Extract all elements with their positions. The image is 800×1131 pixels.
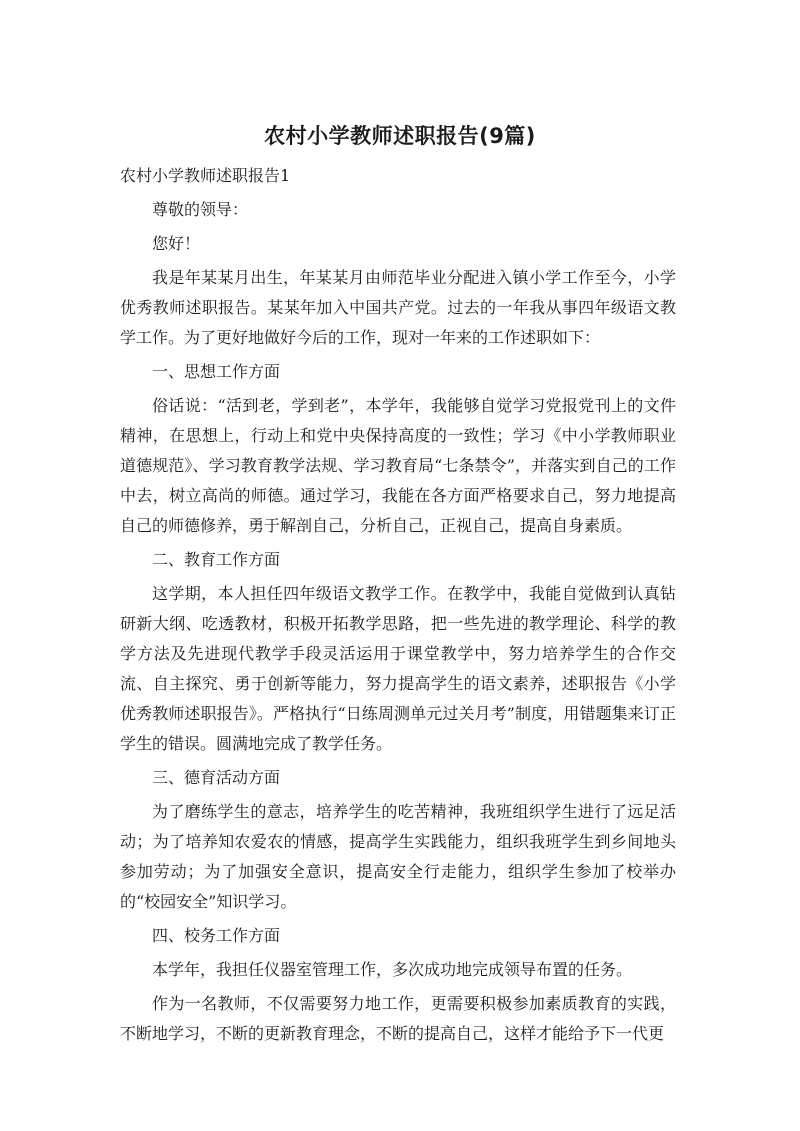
salutation: 尊敬的领导： <box>152 200 249 219</box>
section-heading: 农村小学教师述职报告1 <box>120 166 291 185</box>
document-title: 农村小学教师述职报告(9篇) <box>264 124 536 148</box>
intro-paragraph: 我是年某某月出生，年某某月由师范毕业分配进入镇小学工作至今，小学优秀教师述职报告。某某年加入中国共产党。过去的一年我从事四年级语文教学工作。为了更好地做好今后的工作，现对一年来的工作述职如下： <box>120 268 676 347</box>
heading-education: 二、教育工作方面 <box>152 550 281 569</box>
paragraph-education: 这学期，本人担任四年级语文教学工作。在教学中，我能自觉做到认真钻研新大纲、吃透教材，积极开拓教学思路，把一些先进的教学理论、科学的教学方法及先进现代教学手段灵活运用于课堂教学中，努力培养学生的合作交流、自主探究、勇于创新等能力，努力提高学生的语文素养，述职报告《小学优秀教师述职报告》。严格执行“日练周测单元过关月考”制度，用错题集来订正学生的错误。圆满地完成了教学任务。 <box>120 584 676 753</box>
heading-school-affairs: 四、校务工作方面 <box>152 926 281 945</box>
paragraph-closing: 作为一名教师，不仅需要努力地工作，更需要积极参加素质教育的实践，不断地学习，不断的更新教育理念，不断的提高自己，这样才能给予下一代更 <box>120 994 676 1043</box>
heading-ideology: 一、思想工作方面 <box>152 362 281 381</box>
document-body <box>120 161 676 1053</box>
paragraph-ideology: 俗话说：“活到老，学到老”，本学年，我能够自觉学习党报党刊上的文件精神，在思想上，行动上和党中央保持高度的一致性；学习《中小学教师职业道德规范》、学习教育教学法规、学习教育局“七条禁令”，并落实到自己的工作中去，树立高尚的师德。通过学习，我能在各方面严格要求自己，努力地提高自己的师德修养，勇于解剖自己，分析自己，正视自己，提高自身素质。 <box>120 396 676 535</box>
heading-moral-activities: 三、德育活动方面 <box>152 768 281 787</box>
paragraph-moral-activities: 为了磨练学生的意志，培养学生的吃苦精神，我班组织学生进行了远足活动；为了培养知农爱农的情感，提高学生实践能力，组织我班学生到乡间地头参加劳动；为了加强安全意识，提高安全行走能力，组织学生参加了校举办的“校园安全”知识学习。 <box>120 802 676 911</box>
paragraph-school-affairs: 本学年，我担任仪器室管理工作，多次成功地完成领导布置的任务。 <box>152 960 633 979</box>
greeting: 您好！ <box>152 234 201 253</box>
